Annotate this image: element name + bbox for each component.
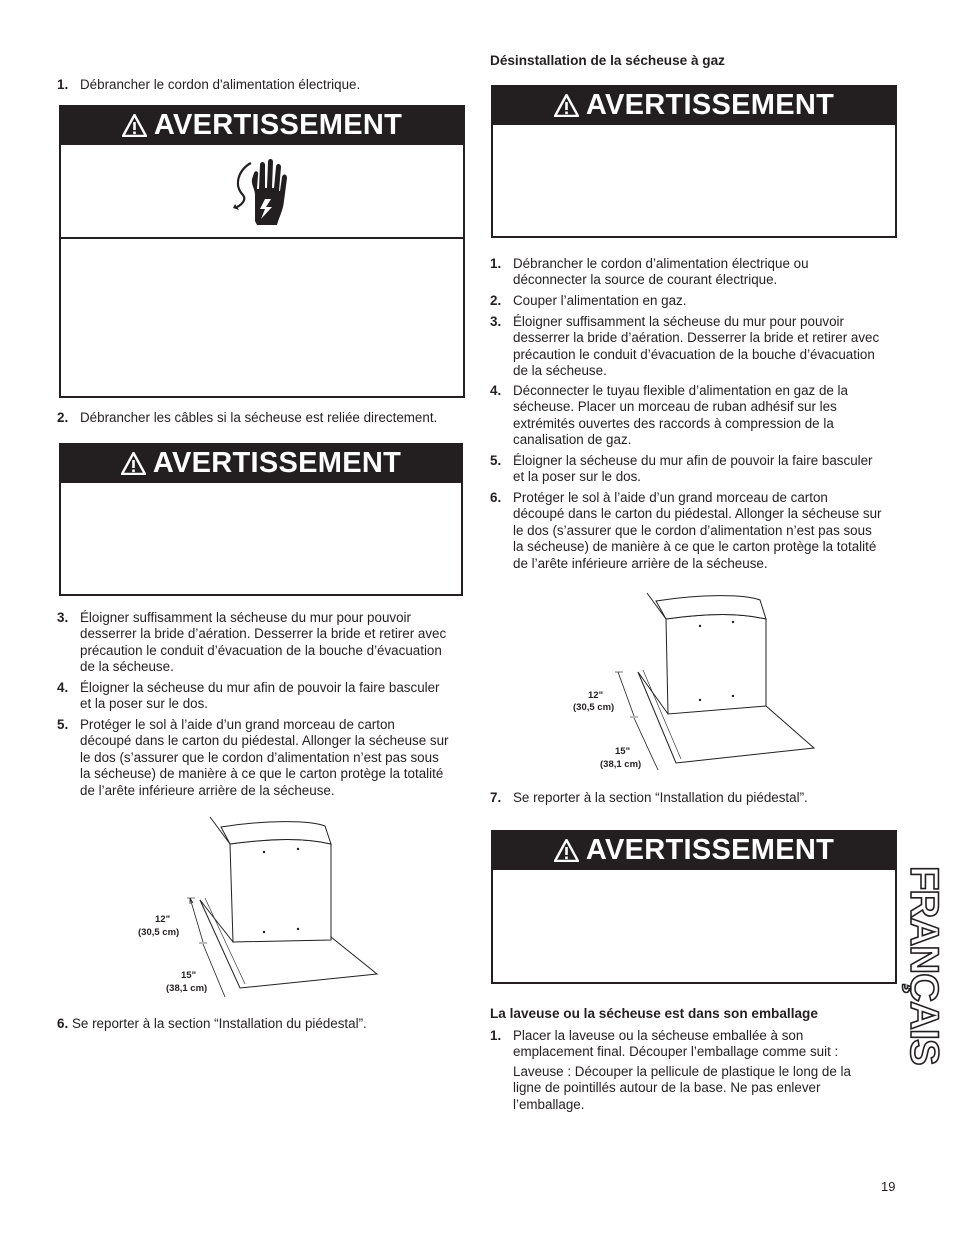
washer-note: Laveuse : Découper la pellicule de plastique le long de la ligne de pointillés autour de la base. Ne pas enlever l’emballage. — [513, 1064, 851, 1112]
right-step-6 — [490, 490, 900, 572]
step-number: 5. — [490, 453, 502, 468]
dim-15-metric-label: (38,1 cm) — [166, 983, 208, 994]
dim-12-label: 12" — [155, 914, 171, 925]
warning-title: AVERTISSEMENT — [153, 108, 403, 141]
step-number: 7. — [490, 790, 502, 805]
left-step-1 — [57, 77, 467, 93]
right-step-5 — [490, 453, 900, 486]
step-text: Éloigner suffisamment la sécheuse du mur pour pouvoir desserrer la bride d’aération. Desserrer la bride et retirer avec précaution le conduit d’évacuation de la bouche d’évacuation de la sécheuse. — [80, 610, 447, 675]
warning-header — [493, 832, 895, 868]
dim-12-label: 12" — [588, 690, 604, 701]
left-step-2 — [57, 410, 477, 426]
step-text: Débrancher les câbles si la sécheuse est reliée directement. — [80, 410, 438, 425]
step-text: Protéger le sol à l’aide d’un grand morceau de carton découpé dans le carton du piédestal. Allonger la sécheuse sur le dos (s’assurer que le cordon d’alimentation n’est pas sous la sécheuse) de manière à ce que le carton protège la totalité de l’arête inférieure arrière de la sécheuse. — [513, 490, 882, 571]
left-step-3 — [57, 610, 467, 676]
right-step-1 — [490, 256, 900, 289]
left-step-6 — [57, 1016, 467, 1032]
warning-triangle-icon — [122, 114, 147, 137]
warning-title: AVERTISSEMENT — [152, 446, 402, 479]
right-final-step-1 — [490, 1028, 900, 1061]
step-number: 5. — [57, 717, 69, 732]
dim-15-label: 15" — [615, 746, 631, 757]
step-text: Éloigner la sécheuse du mur afin de pouvoir la faire basculer et la poser sur le dos. — [80, 680, 440, 712]
side-tab-label: FRANÇAIS — [902, 866, 946, 1065]
step-text: Débrancher le cordon d’alimentation électrique ou déconnecter la source de courant électrique. — [513, 256, 809, 288]
warning-body — [493, 868, 895, 982]
warning-icon-area — [61, 143, 463, 237]
right-step-4 — [490, 383, 900, 449]
warning-body — [61, 237, 463, 398]
step-number: 6. — [57, 1016, 69, 1031]
warning-triangle-icon — [121, 452, 146, 475]
left-step-5 — [57, 717, 467, 799]
electric-shock-hand-icon — [221, 155, 291, 231]
warning-box-gas — [491, 85, 897, 238]
right-step-3 — [490, 314, 900, 380]
warning-header — [61, 107, 463, 143]
step-text: Se reporter à la section “Installation du piédestal”. — [513, 790, 808, 805]
warning-triangle-icon — [554, 839, 579, 862]
warning-box-final — [491, 830, 897, 984]
step-text: Placer la laveuse ou la sécheuse emballée à son emplacement final. Découper l’emballage comme suit : — [513, 1028, 839, 1060]
dryer-on-cardboard-figure-right — [570, 588, 820, 778]
dryer-on-cardboard-figure-left — [135, 812, 385, 1002]
step-number: 3. — [490, 314, 502, 329]
section-heading-gas-dryer: Désinstallation de la sécheuse à gaz — [490, 53, 725, 68]
step-number: 1. — [490, 256, 502, 271]
step-number: 1. — [57, 77, 69, 92]
warning-body — [61, 481, 461, 594]
warning-box-wiring — [59, 443, 463, 596]
warning-title: AVERTISSEMENT — [585, 88, 835, 121]
dim-12-metric-label: (30,5 cm) — [573, 702, 615, 713]
language-side-tab — [893, 862, 949, 1072]
step-number: 6. — [490, 490, 502, 505]
right-step-2 — [490, 293, 900, 309]
warning-box-electric — [59, 105, 465, 398]
warning-body — [493, 123, 895, 236]
step-number: 1. — [490, 1028, 502, 1043]
step-text: Éloigner suffisamment la sécheuse du mur pour pouvoir desserrer la bride d’aération. Desserrer la bride et retirer avec précaution le conduit d’évacuation de la bouche d’évacuation de la sécheuse. — [513, 314, 880, 379]
dim-15-metric-label: (38,1 cm) — [600, 759, 642, 770]
step-text: Débrancher le cordon d'alimentation électrique. — [80, 77, 361, 92]
step-text: Se reporter à la section “Installation du piédestal”. — [72, 1016, 367, 1031]
left-step-4 — [57, 680, 467, 713]
dim-15-label: 15" — [181, 970, 197, 981]
step-text: Couper l’alimentation en gaz. — [513, 293, 687, 308]
warning-header — [61, 445, 461, 481]
step-number: 3. — [57, 610, 69, 625]
section-heading-packaged: La laveuse ou la sécheuse est dans son emballage — [490, 1006, 818, 1021]
step-number: 2. — [57, 410, 69, 425]
warning-triangle-icon — [554, 94, 579, 117]
step-number: 4. — [57, 680, 69, 695]
warning-header — [493, 87, 895, 123]
step-text: Protéger le sol à l’aide d’un grand morceau de carton découpé dans le carton du piédestal. Allonger la sécheuse sur le dos (s’assurer que le cordon d’alimentation n’est pas sous la sécheuse) de manière à ce que le carton protège la totalité de l’arête inférieure arrière de la sécheuse. — [80, 717, 449, 798]
warning-title: AVERTISSEMENT — [585, 833, 835, 866]
dim-12-metric-label: (30,5 cm) — [138, 927, 180, 938]
page-number: 19 — [881, 1179, 896, 1194]
step-number: 4. — [490, 383, 502, 398]
step-text: Éloigner la sécheuse du mur afin de pouvoir la faire basculer et la poser sur le dos. — [513, 453, 873, 485]
right-step-7 — [490, 790, 900, 806]
step-number: 2. — [490, 293, 502, 308]
step-text: Déconnecter le tuyau flexible d’alimentation en gaz de la sécheuse. Placer un morceau de ruban adhésif sur les extrémités ouvertes des raccords à compression de la canalisation de gaz. — [513, 383, 848, 448]
